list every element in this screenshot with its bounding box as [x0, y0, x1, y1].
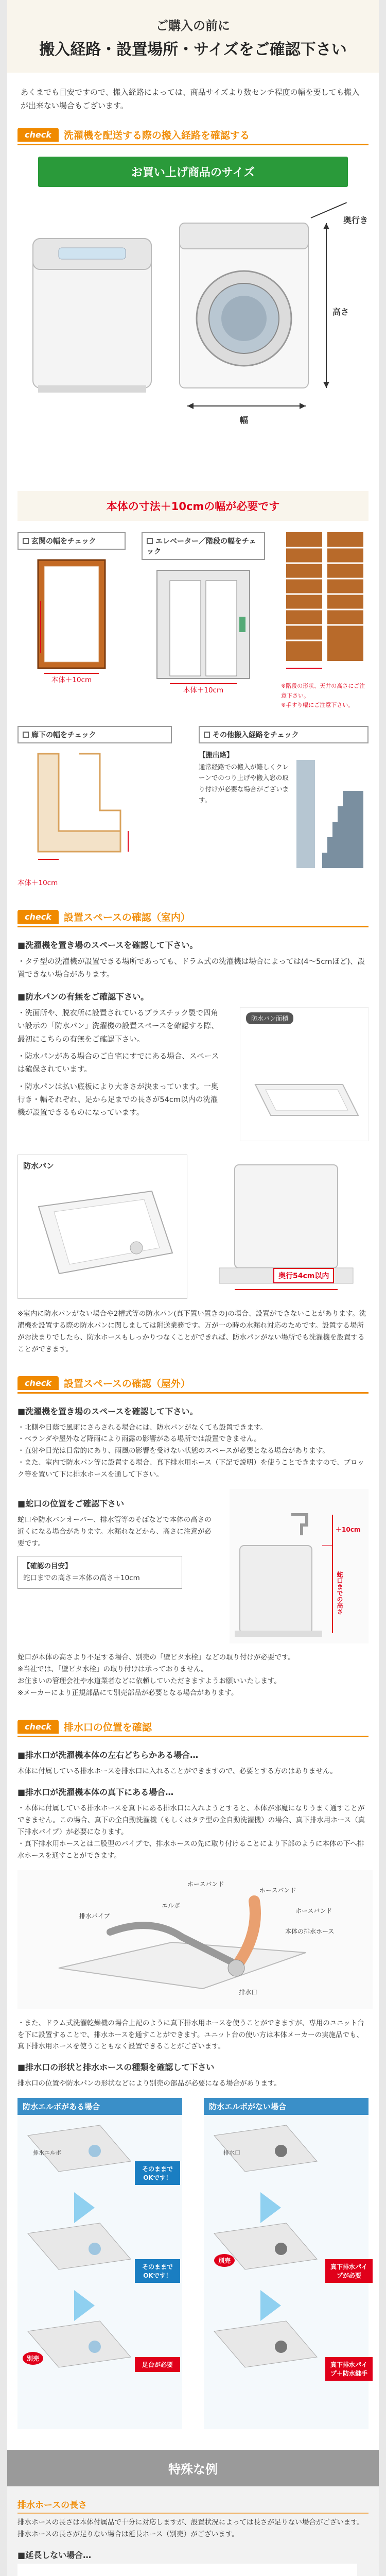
- section-head-indoor: [17, 910, 369, 927]
- label-drain-pipe: 排水パイプ: [79, 1912, 110, 1920]
- faucet-box-title: 【確認の目安】: [23, 1562, 72, 1570]
- label-hose-band-1: ホースバンド: [187, 1880, 224, 1888]
- label-hose-band-2: ホースバンド: [259, 1886, 296, 1894]
- drain-h3: ■排水口の形状と排水ホースの種類を確認して下さい: [17, 2062, 215, 2073]
- check-tag: check: [17, 910, 59, 924]
- elevator-card-title: エレベーター／階段の幅をチェック: [142, 532, 265, 560]
- col-without-elbow-head: 防水エルボがない場合: [204, 2098, 369, 2115]
- other-route-card: [199, 726, 369, 889]
- ng-badge-1: 足台が必要: [135, 2357, 180, 2372]
- check-tag: check: [17, 128, 59, 142]
- faucet-box: [17, 1556, 182, 1589]
- no-extend-head: ■延長しない場合…: [17, 2550, 92, 2561]
- stairs-note: ※階段の形状、天井の高さにご注意下さい。: [281, 683, 365, 699]
- other-route-card-title: その他搬入経路をチェック: [199, 726, 369, 743]
- machine-size-illustration: [17, 202, 369, 491]
- title-sub: ご購入の前に: [156, 19, 230, 33]
- faucet-illustration: [230, 1489, 369, 1643]
- ok-badge-1: そのままでOKです！: [135, 2161, 180, 2185]
- faucet-h: ■蛇口の位置をご確認下さい: [17, 1499, 125, 1509]
- label-drain-outlet: 排水口: [239, 1988, 258, 1996]
- drain-p1: 本体に付属している排水ホースを排水口に入れることができますので、必要とする方のはありません。: [17, 1767, 337, 1775]
- special-title: 特殊な例: [7, 2450, 379, 2486]
- outdoor-note3: お住まいの管理会社や水道業者などに依頼していただきますようお願いいたします。: [17, 1677, 281, 1686]
- hallway-note: 本体＋10cm: [17, 879, 58, 888]
- section-head-route: [17, 128, 369, 145]
- outdoor-p2: ・ベランダや屋外など降雨により雨露の影響がある場所では設置できません。: [17, 1435, 261, 1444]
- check-tag: check: [17, 1720, 59, 1734]
- drain-h1: ■排水口が洗濯機本体の左右どちらかある場合…: [17, 1750, 199, 1760]
- outdoor-p3: ・直射や日光は日常的にあり、雨風の影響を受けない状態のスペースが必要となる場合があります。: [17, 1447, 329, 1455]
- drain-p3: ・真下排水用ホースとは二股型のパイプで、排水ホースの先に取り付けることにより下部のように本体の下へ排水ホースを通すことができます。: [17, 1839, 364, 1860]
- label-outlet-small: 排水口: [223, 2149, 240, 2157]
- special-section: [7, 2450, 379, 2576]
- pan-photo: [240, 1007, 369, 1141]
- top-load-washer-image: [33, 239, 151, 393]
- title-block: [7, 0, 379, 73]
- indoor-p2: ・洗面所や、脱衣所に設置されているプラスチック製で四角い設示の「防水パン」洗濯機の設置スペースを確認する際、最初にこちらの有無をご確認下さい。: [17, 1009, 219, 1044]
- drain-p2: ・本体に付属している排水ホースを真下にある排水口に入れようとすると、本体が邪魔になりうまく通すことができません。この場合、真下の全自動洗濯機（もしくはタテ型の全自動洗濯機）の場合、真下排水用ホース（真下排水パイプ）が必要になります。: [17, 1804, 365, 1836]
- height-label: 高さ: [332, 307, 349, 317]
- indoor-p3: ・防水パンがある場合のご自宅にすでにある場合、スペースは確保されています。: [17, 1052, 219, 1074]
- ok-badge-2: そのままでOKです！: [135, 2259, 180, 2283]
- machine-on-pan: [204, 1155, 369, 1299]
- hose-p2: 排水ホースの長さが足りない場合は延長ホース（別売）がございます。: [17, 2530, 239, 2539]
- drum-washer-image: [180, 223, 308, 388]
- indoor-p4: ・防水パンは払い底板により大きさが決まっています。一奥行き・幅それぞれ、足から足までの長さが54cm以内の洗濯機が設置できるものになっています。: [17, 1082, 219, 1117]
- drain-p4: ・また、ドラム式洗濯乾燥機の場合上記のように真下排水用ホースを使うことができますが、専用のユニット台を下に設置することで、排水ホースを通すことができます。ユニット台の使い方は本体メーカーの実施品でも、真下排水用ホースを使うこともなく設置できることがございます。: [17, 2019, 364, 2051]
- outdoor-p1: ・北側や日蔭で風雨にさらされる場合には、防水パンがなくても設置できます。: [17, 1423, 267, 1432]
- depth-54-label: 奥行54cm以内: [273, 1268, 334, 1283]
- stairs-note-2: ※手すり幅にご注意下さい。: [281, 702, 354, 709]
- hallway-card: [17, 726, 172, 889]
- drain-p5: 排水口の位置や防水パンの形状などにより別売の部品が必要になる場合があります。: [17, 2079, 281, 2088]
- depth-label: 奥行き: [343, 215, 369, 225]
- drain-type-columns: [17, 2098, 369, 2429]
- drain-h2: ■排水口が洗濯機本体の真下にある場合…: [17, 1787, 174, 1797]
- indoor-h2: ■防水パンの有無をご確認下さい。: [17, 991, 149, 1002]
- option-tag-1: 別売: [23, 2352, 43, 2365]
- col-with-elbow-head: 防水エルボがある場合: [17, 2098, 182, 2115]
- page-title: 搬入経路・設置場所・サイズをご確認下さい: [39, 41, 347, 59]
- option-tag-2: 別売: [214, 2254, 235, 2267]
- outdoor-note2: ※当社では、「壁ピタ水栓」の取り付けは承っておりません。: [17, 1665, 208, 1674]
- indoor-p1: ・タテ型の洗濯機が設置できる場所であっても、ドラム式の洗濯機は場合によっては(4〜5cmほど)、設置できない場合があります。: [17, 958, 365, 979]
- section-head-drain: [17, 1720, 369, 1737]
- section-head-outdoor: [17, 1376, 369, 1394]
- outdoor-note: 蛇口が本体の高さより不足する場合、別売の「壁ピタ水栓」などの取り付けが必要です。: [17, 1653, 295, 1662]
- no-extend-diagram: [17, 2564, 369, 2576]
- product-size-bar: お買い上げ商品のサイズ: [38, 157, 348, 187]
- hose-length-head: 排水ホースの長さ: [17, 2498, 369, 2514]
- ng-badge-3: 真下排水パイプ＋防水継手: [325, 2357, 373, 2381]
- hallway-card-title: 廊下の幅をチェック: [17, 726, 172, 743]
- label-elbow-small: 排水エルボ: [33, 2149, 61, 2157]
- label-machine-hose: 本体の排水ホース: [285, 1927, 335, 1935]
- faucet-dim-plus: ＋10cm: [336, 1526, 361, 1534]
- entrance-card: [17, 532, 126, 710]
- entrance-note: 本体＋10cm: [51, 676, 92, 684]
- section-title: 設置スペースの確認（屋外）: [63, 1378, 190, 1389]
- pan-card: [17, 1155, 187, 1299]
- elevator-card: [142, 532, 265, 710]
- route-check-grid-2: [17, 726, 369, 889]
- pan-label: 防水パン: [23, 1161, 55, 1171]
- indoor-h1: ■洗濯機を置き場のスペースを確認して下さい。: [17, 940, 198, 950]
- other-route-note: 通常経路での搬入が難しくクレーンでのつり上げや搬入窓の取り付けが必要な場合がございます。: [199, 763, 289, 804]
- route-check-grid: [17, 532, 369, 710]
- section-title: 排水口の位置を確認: [63, 1721, 152, 1733]
- stairs-card: [281, 532, 369, 710]
- width-label: 幅: [240, 415, 249, 425]
- label-hose-band-3: ホースバンド: [295, 1907, 332, 1914]
- outdoor-p4: ・また、室内で防水パン等に設置する場合、真下排水用ホース（下記で説明）を使うことできますので、ブロック等を置いて下に排水ホースを通して下さい。: [17, 1459, 364, 1479]
- outdoor-note4: ※メーカーにより正規部品にて別売部品が必要となる場合があります。: [17, 1689, 238, 1697]
- size-banner-text: 本体の寸法＋10cmの幅が必要です: [106, 500, 280, 513]
- faucet-dim-height: 蛇口までの高さ: [336, 1571, 343, 1615]
- ng-badge-2: 真下排水パイプが必要: [325, 2259, 373, 2283]
- check-tag: check: [17, 1376, 59, 1390]
- intro-text: あくまでも目安ですので、搬入経路によっては、商品サイズより数センチ程度の幅を要しても搬入が出来ない場合もございます。: [21, 88, 360, 110]
- section-title: 洗濯機を配送する際の搬入経路を確認する: [63, 130, 250, 141]
- elevator-note: 本体＋10cm: [183, 686, 224, 694]
- hose-p1: 排水ホースの長さは本体付属品で十分に対応しますが、設置状況によっては長さが足りない場合がございます。: [17, 2518, 364, 2527]
- entrance-card-title: 玄関の幅をチェック: [17, 532, 126, 550]
- drain-pipe-diagram: [17, 1870, 369, 2009]
- faucet-box-text: 蛇口までの高さ＝本体の高さ＋10cm: [23, 1573, 140, 1582]
- outdoor-h1: ■洗濯機を置き場のスペースを確認して下さい。: [17, 1406, 198, 1416]
- indoor-note: ※室内に防水パンがない場合や2槽式等の防水パン(真下置い置きの)の場合、設置ができないことがあります。洗濯機を設置する際の防水パンに関しましては附送業務です。万が一の時の水漏れ対応のためです。設置する場所がお決まりでしたら、防水ホースもしっかりつなくことができれば、防水パンがない場所でも洗濯機を設置することができます。: [17, 1309, 366, 1353]
- section-title: 設置スペースの確認（室内）: [63, 912, 190, 923]
- faucet-p: 蛇口や防水パンオーバー、排水管等のそばなどで本体の高さの近くになる場合があります。水漏れなどから、高さに注意が必要です。: [17, 1516, 212, 1548]
- label-elbow: エルボ: [162, 1902, 181, 1909]
- pan-photo-label: 防水パン面積: [246, 1012, 293, 1024]
- other-route-note-title: 【搬出路】: [199, 751, 234, 760]
- size-banner: [17, 491, 369, 521]
